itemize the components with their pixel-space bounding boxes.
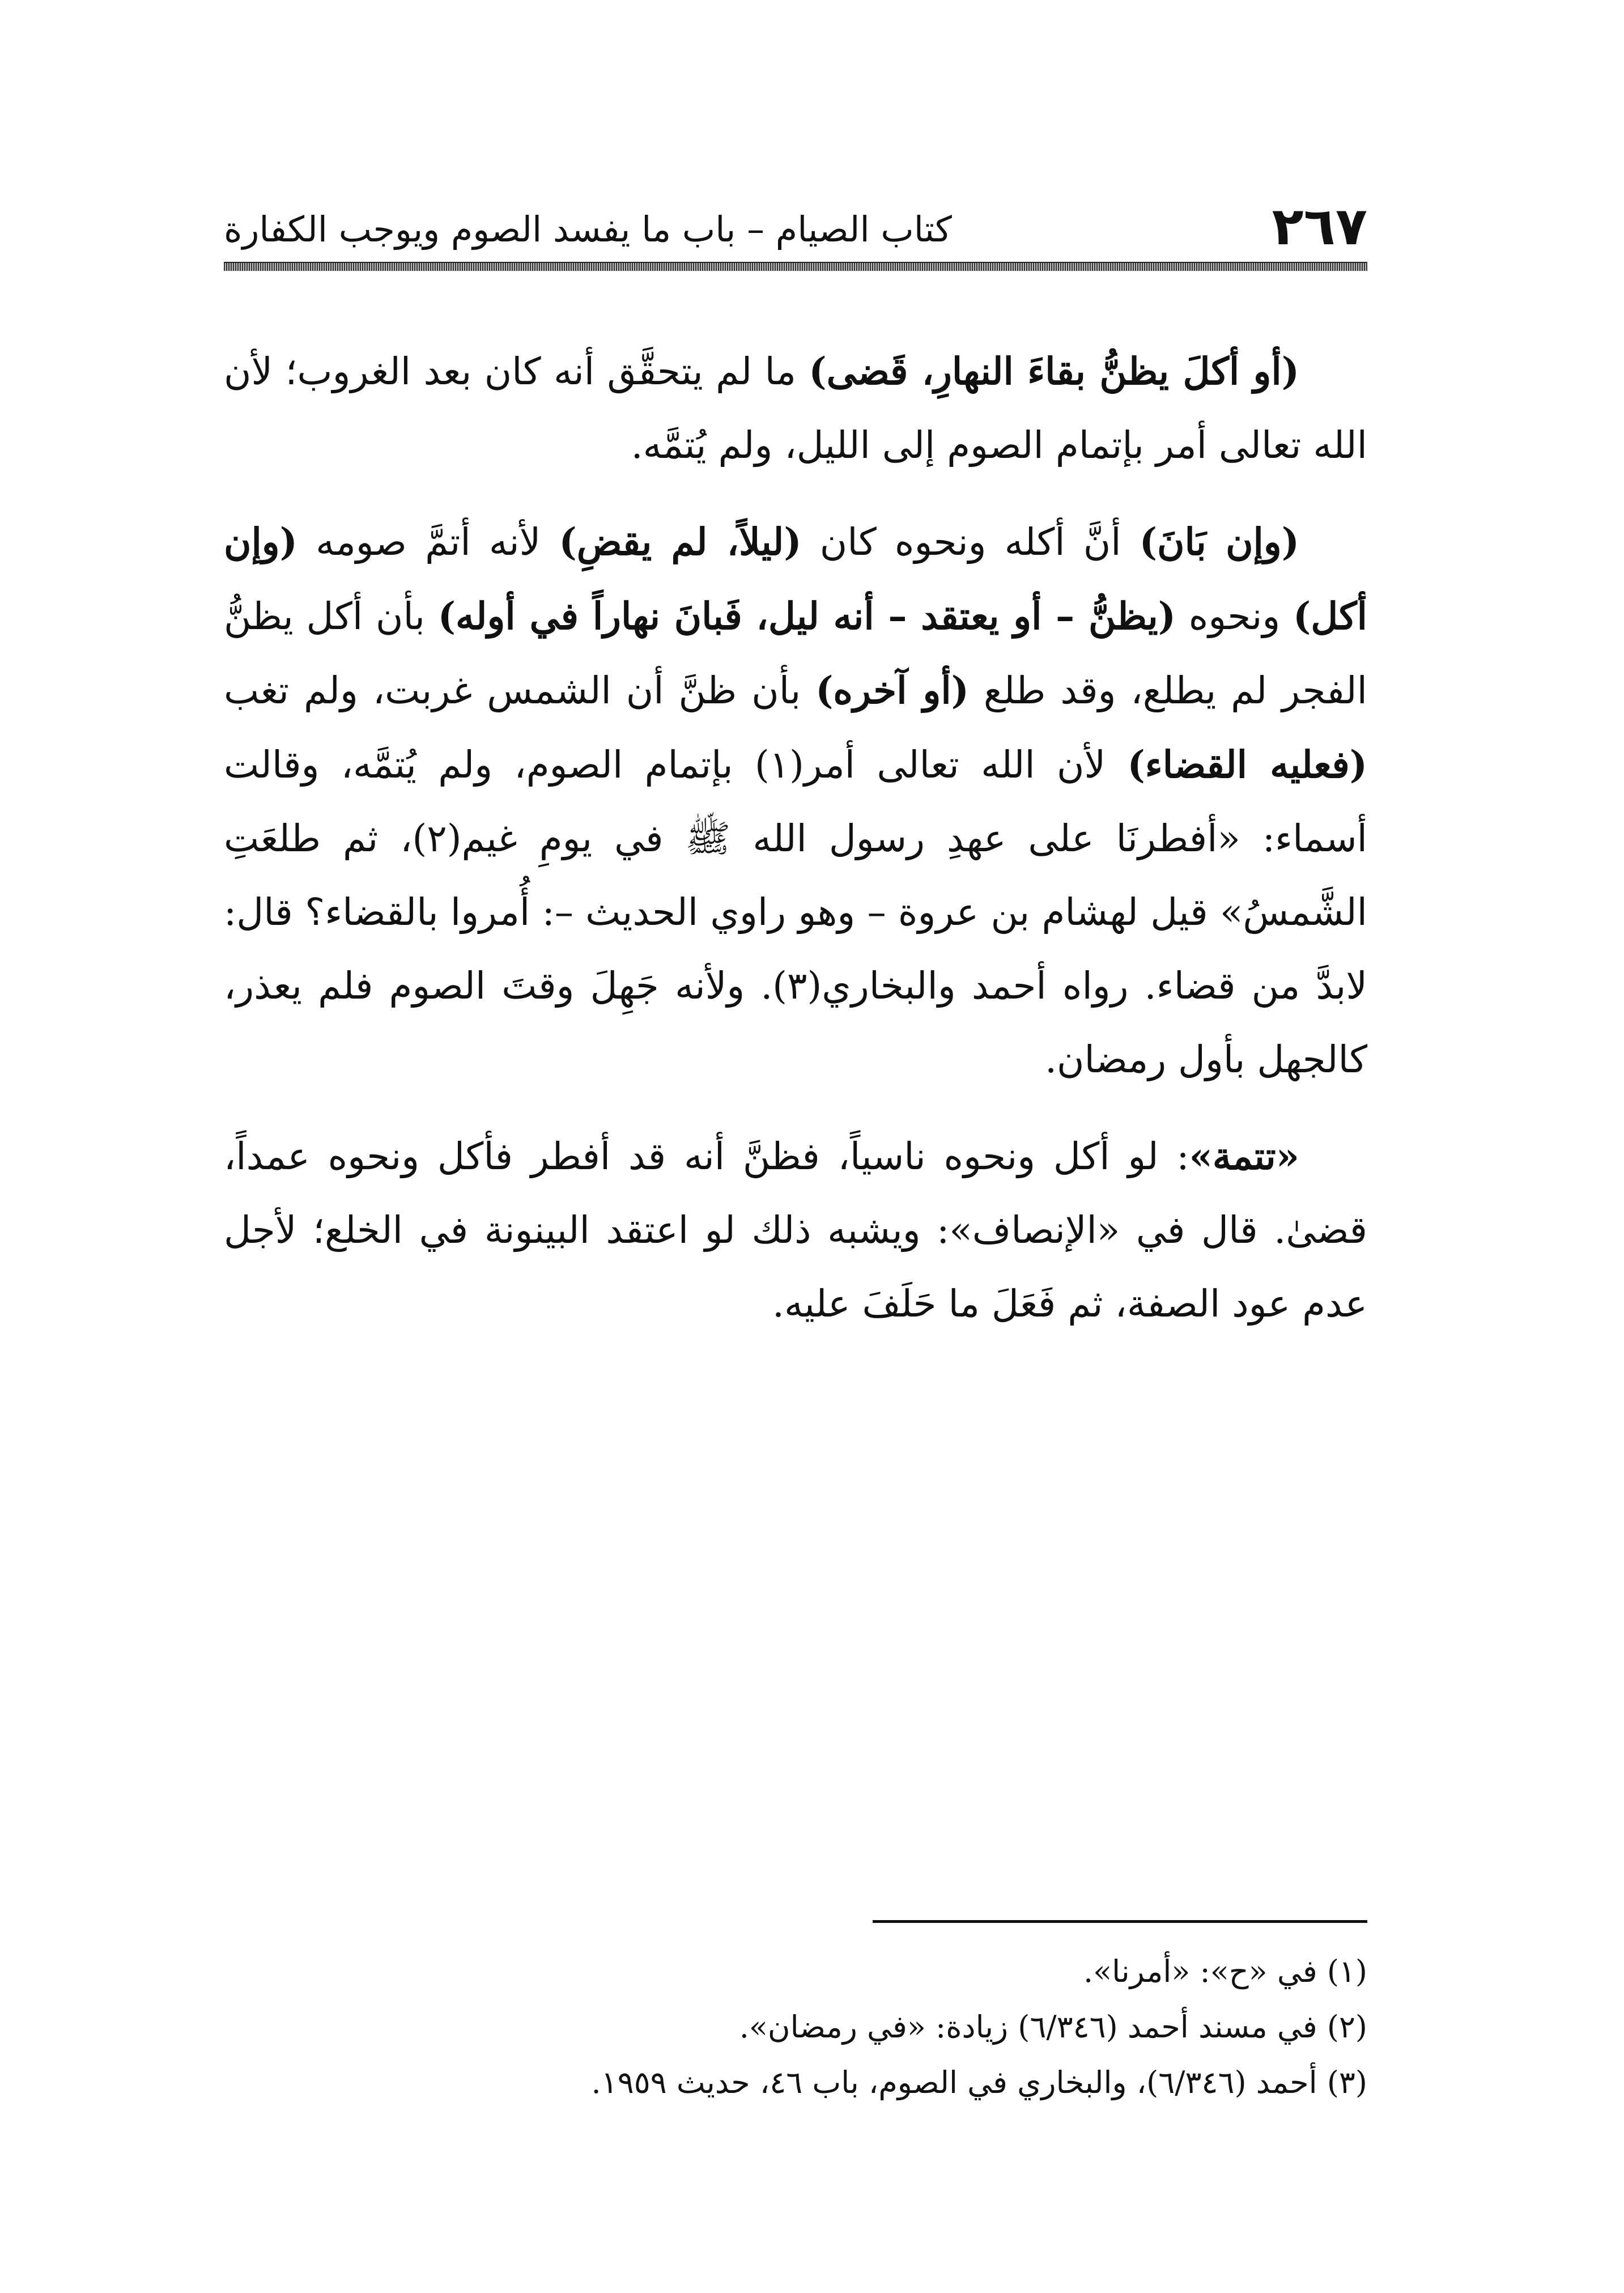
bold-phrase: (وإن بَانَ) bbox=[1139, 520, 1299, 564]
footnote: (١) في «ح»: «أمرنا». bbox=[1083, 1954, 1367, 1989]
paragraph bbox=[224, 334, 1367, 482]
body-text bbox=[224, 334, 1367, 1364]
text-run: ما لم يتحقَّق أنه كان بعد الغروب؛ لأن الله تعالى أمر بإتمام الصوم إلى الليل، ولم يُتمَّه. bbox=[224, 350, 1367, 467]
text-run: : لو أكل ونحوه ناسياً، فظنَّ أنه قد أفطر فأكل ونحوه عمداً، قضىٰ. قال في «الإنصاف»: ويشبه ذلك لو اعتقد البينونة في الخلع؛ لأجل عدم عود الصفة، ثم فَعَلَ ما حَلَفَ عليه. bbox=[224, 1135, 1367, 1326]
bold-phrase: «تتمة» bbox=[1189, 1134, 1299, 1178]
header-rule bbox=[224, 262, 1367, 271]
page-number: ٢٦٧ bbox=[1272, 196, 1367, 257]
footnote: (٣) أحمد (٦/٣٤٦)، والبخاري في الصوم، باب ٤٦، حديث ١٩٥٩. bbox=[591, 2065, 1367, 2100]
bold-phrase: (أو أكلَ يظنُّ بقاءَ النهارِ، قَضى) bbox=[809, 349, 1299, 393]
text-run: بأن أكل يظنُّ الفجر لم يطلع، وقد طلع bbox=[224, 595, 1367, 712]
footnote: (٢) في مسند أحمد (٦/٣٤٦) زيادة: «في رمضان». bbox=[739, 2009, 1367, 2045]
paragraph bbox=[224, 1119, 1367, 1341]
running-title: كتاب الصيام – باب ما يفسد الصوم ويوجب الكفارة bbox=[224, 209, 952, 250]
text-run: أنَّ أكله ونحوه كان bbox=[801, 520, 1140, 564]
bold-phrase: (يظنُّ – أو يعتقد – أنه ليل، فَبانَ نهاراً في أوله) bbox=[437, 594, 1176, 638]
bold-phrase: (وإن أكل) bbox=[224, 520, 1367, 638]
bold-phrase: (أو آخره) bbox=[815, 668, 969, 712]
text-run: ونحوه bbox=[1175, 595, 1294, 638]
paragraph bbox=[224, 505, 1367, 1097]
text-run: لأن الله تعالى أمر(١) بإتمام الصوم، ولم يُتمَّه، وقالت أسماء: «أفطرنَا على عهدِ رسول الله ﷺ في يومِ غيم(٢)، ثم طلعَتِ الشَّمسُ» قيل لهشام بن عروة – وهو راوي الحديث –: أُمروا بالقضاء؟ قال: لابدَّ من قضاء. رواه أحمد والبخاري(٣). ولأنه جَهِلَ وقتَ الصوم فلم يعذر، كالجهل بأول رمضان. bbox=[224, 743, 1367, 1081]
page-header bbox=[224, 187, 1367, 261]
bold-phrase: (فعليه القضاء) bbox=[1127, 742, 1367, 787]
bold-phrase: (ليلاً، لم يقضِ) bbox=[559, 520, 802, 564]
text-run: بأن ظنَّ أن الشمس غربت، ولم تغب bbox=[224, 669, 816, 712]
footnotes bbox=[224, 1944, 1367, 2111]
text-run: لأنه أتمَّ صومه bbox=[297, 520, 559, 564]
footnote-separator bbox=[873, 1920, 1367, 1923]
